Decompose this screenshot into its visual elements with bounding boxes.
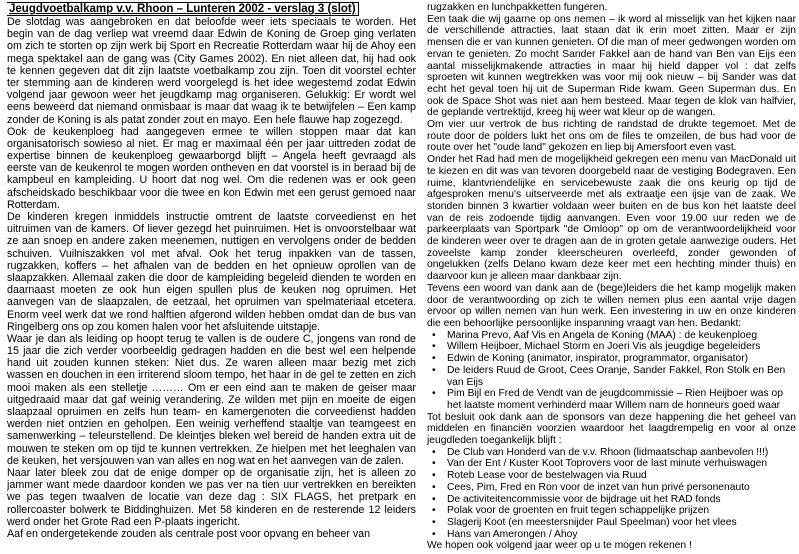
list-item: • Roteb Lease voor de bestelwagen via Ruud [427, 470, 796, 482]
list-item: • Willem Heijboer, Michael Storm en Joeri Vis als jeugdige begeleiders [427, 341, 796, 353]
left-paragraph: Waar je dan als leiding op hoopt terug te vallen is de oudere C, jongens van rond de 15 jaar die zich verder voorbeeldig gedragen hadden en die best wel een helpende hand uit zouden kunnen steken: Niet dus. Ze waren alleen maar bezig met zich wassen en douchen in een irriterend sloom tempo, het haar in de gel te zetten en zich mooi maken als een stelletje ……… Om er een eind aan te maken de geiser maar uitgedraaid maar dat gaf weinig verandering. Ze wilden met pijn en moeite de eigen slaapzaal opruimen en zelfs hun team- en kamergenoten die corveedienst hadden werden niet ontzien en geholpen. Een weinig verheffend staaltje van teamgeest en samenwerking – teleurstellend. De kleintjes bleken wel bereid de handen extra uit de mouwen te steken om op tijd te kunnen vertrekken. Ze hielpen met het leeghalen van de keuken, het versjouwen van van alles en nog wat en het aanvegen van de zalen. [7, 332, 416, 467]
left-column [7, 2, 416, 554]
list-item: • De activiteitencommissie voor de bijdrage uit het RAD fonds [427, 494, 796, 506]
list-item: • De Club van Honderd van de v.v. Rhoon (lidmaatschap aanbevolen !!!) [427, 447, 796, 459]
left-paragraph: De kinderen kregen inmiddels instructie omtrent de laatste corveedienst en het uitruimen van de kamers. Of liever gezegd het puinruimen. Het is onvoorstelbaar wat ze aan snoep en andere zaken meenemen, nuttigen en vervolgens onder de bedden schuiven. Vuilniszakken vol met afval. Ook het terug inpakken van de tassen, rugzakken, koffers – het afhalen van de bedden en het opnieuw oprollen van de slaapzakken. Allemaal zaken die door de kampleiding begeleid dienden te worden en daarnaast moeten ze ook hun eigen spullen plus de keuken nog opruimen. Het aanvegen van de slaapzalen, de eetzaal, het opruimen van spelmateriaal etcetera. Enorm veel werk dat we rond halftien afgerond wilden hebben omdat dan de bus van Ringelberg ons op zou komen halen voor het afsluitende uitstapje. [7, 211, 416, 333]
right-paragraph: rugzakken en lunchpakketten fungeren. [427, 2, 608, 13]
right-paragraph: Een taak die wij gaarne op ons nemen – ik word al misselijk van het kijken naar de verschillende attracties, laat staan dat ik erin moet zitten. Maar er zijn mensen die er van kunnen genieten. Of die man of meer gedwongen worden om ervan te genieten. Zo mocht Sander Fakkel aan de hand van Ben van Eijs een aantal misselijkmakende attracties in maar hij hield dapper vol : dat zelfs sproeten wit kunnen wegtrekken was voor mij ook nieuw – bij Sander was dat echt het geval toen hij uit de Superman Ride kwam. Geen Superman dus. En ook de Space Shot was niet aan hem besteed. Maar tegen de klok van halfvier, de geplande vertrektijd, kreeg hij weer wat kleur op de wangen. [427, 13, 796, 119]
list-item: • Edwin de Koning (animator, inspirator, programmator, organisator) [427, 353, 796, 365]
right-column [427, 2, 796, 554]
list-item: • Marina Prevo, Aaf Vis en Angela de Koning (MAA) : de keukenploeg [427, 330, 796, 342]
sponsors-intro: Tot besluit ook dank aan de sponsors van deze happening die het geheel van middelen en financiën voorzien waardoor het laagdrempelig en voor al onze jeugdleden toegankelijk blijft : [427, 411, 796, 447]
closing-line: We hopen ook volgend jaar weer op u te mogen rekenen ! [427, 540, 692, 552]
thanks-sponsors-list [427, 447, 796, 541]
right-paragraph: Onder het Rad had men de mogelijkheid gekregen een menu van MacDonald uit te kiezen en dit was van tevoren doorgebeld naar de vestiging Bodegraven. Een ruime, klantvriendelijke en servicebewuste zaak die ons keurig op tijd de afgesproken menu's uitserveerde met als extraatje een ijsje van de zaak. We stonden binnen 3 kwartier voldaan weer buiten en de bus kon het laatste deel van de reis zodoende tijdig aanvangen. Even voor 19.00 uur reden we de parkeerplaats van Sportpark "de Omloop" op om de verantwoordelijkheid voor de kinderen weer over te dragen aan de in groten getale aanwezige ouders. Het zoveelste kamp zonder kleerscheuren overleefd, zonder gewonden of ongelukken (zelfs Delano kwam deze keer met een hechting minder thuis) en daarvoor kun je alleen maar dankbaar zijn. [427, 154, 796, 283]
thanks-leaders-list [427, 330, 796, 412]
right-paragraph: Tevens een woord van dank aan de (bege)leiders die het kamp mogelijk maken door de verantwoording op zich te willen nemen plus een aantal vrije dagen ervoor op willen nemen van hun werk. Een investering in uw en onze kinderen die een behoorlijke persoonlijke inspanning vraagt van hen. Bedankt: [427, 282, 796, 329]
list-item: • Polak voor de groenten en fruit tegen schappelijke prijzen [427, 505, 796, 517]
list-item: • Hans van Amerongen / Ahoy [427, 529, 796, 541]
left-paragraph: De slotdag was aangebroken en dat beloofde weer iets speciaals te worden. Het begin van de dag verliep wat vreemd daar Edwin de Koning de Groep ging verlaten om zich te storten op zijn werk bij Sport en Recreatie Rotterdam waar hij de Ahoy een mega spektakel aan de gang was (City Games 2002). En niet alleen dat, hij had ook te kennen gegeven dat dit zijn laatste voetbalkamp zou zijn. Toen dit voorstel echter ter stemming aan de kinderen werd voorgelegd is het idee wegestemd zodat Edwin volgend jaar gewoon weer het jeugdkamp mag organiseren. Gelukkig: Er wordt wel eens beweerd dat niemand onmisbaar is maar dat waag ik te betwijfelen – Een kamp zonder de Koning is als patat zonder zout en mayo. Een hele flauwe hap zogezegd. [7, 16, 416, 126]
left-paragraph: Naar later bleek zou dat de enige domper op de organisatie zijn, het is alleen zo jammer want mede daardoor konden we pas ver na tien uur vertrekken en bereikten we pas tegen twaalven de locatie van deze dag : SIX FLAGS, het pretpark en rollercoaster bolwerk te Biddinghuizen. Met 58 kinderen en de resterende 12 leiders werd onder het Grote Rad een P-plaats ingericht. [7, 466, 416, 528]
list-item: • Slagerij Koot (en meestersnijder Paul Speelman) voor het vlees [427, 517, 796, 529]
left-paragraph: Ook de keukenploeg had aangegeven ermee te willen stoppen maar dat kan organisatorisch sowieso al niet. Er mag er maximaal één per jaar uittreden zodat de expertise binnen de keukenploeg gewaarborgd blijft – Angela heeft gevraagd als eerste van de keukenrol te mogen worden ontheven en dat voorstel is in beraad bij de kampbeul en kampleiding. U hoort dat nog wel. Om die redenen was er ook geen afscheidskado beschikbaar voor die twee en kon Edwin met een gerust gemoed naar Rotterdam. [7, 125, 416, 211]
list-item: • Van der Ent / Kuster Koot Toprovers voor de last minute verhuiswagen [427, 458, 796, 470]
right-paragraph: Om vier uur vertrok de bus richting de randstad de drukte tegemoet. Met de route door de polders lukt het ons om de files te omzeilen, de bus had voor de route over het "oude land" gekozen en liep bij Amersfoort even vast. [427, 119, 796, 154]
list-item: • De leiders Ruud de Groot, Cees Oranje, Sander Fakkel, Ron Stolk en Ben van Eijs [427, 365, 796, 388]
article-title: Jeugdvoetbalkamp v.v. Rhoon – Lunteren 2002 - verslag 3 (slot) [7, 2, 359, 16]
list-item: • Cees, Pim, Fred en Ron voor de inzet van hun privé personenauto [427, 482, 796, 494]
left-paragraph: Aaf en ondergetekende zouden als centrale post voor opvang en beheer van [7, 527, 371, 540]
list-item: • Pim Bijl en Fred de Vendt van de jeugdcommissie – Rien Heijboer was op het laatste moment verhinderd maar Willem nam de honneurs goed waar [427, 388, 796, 411]
